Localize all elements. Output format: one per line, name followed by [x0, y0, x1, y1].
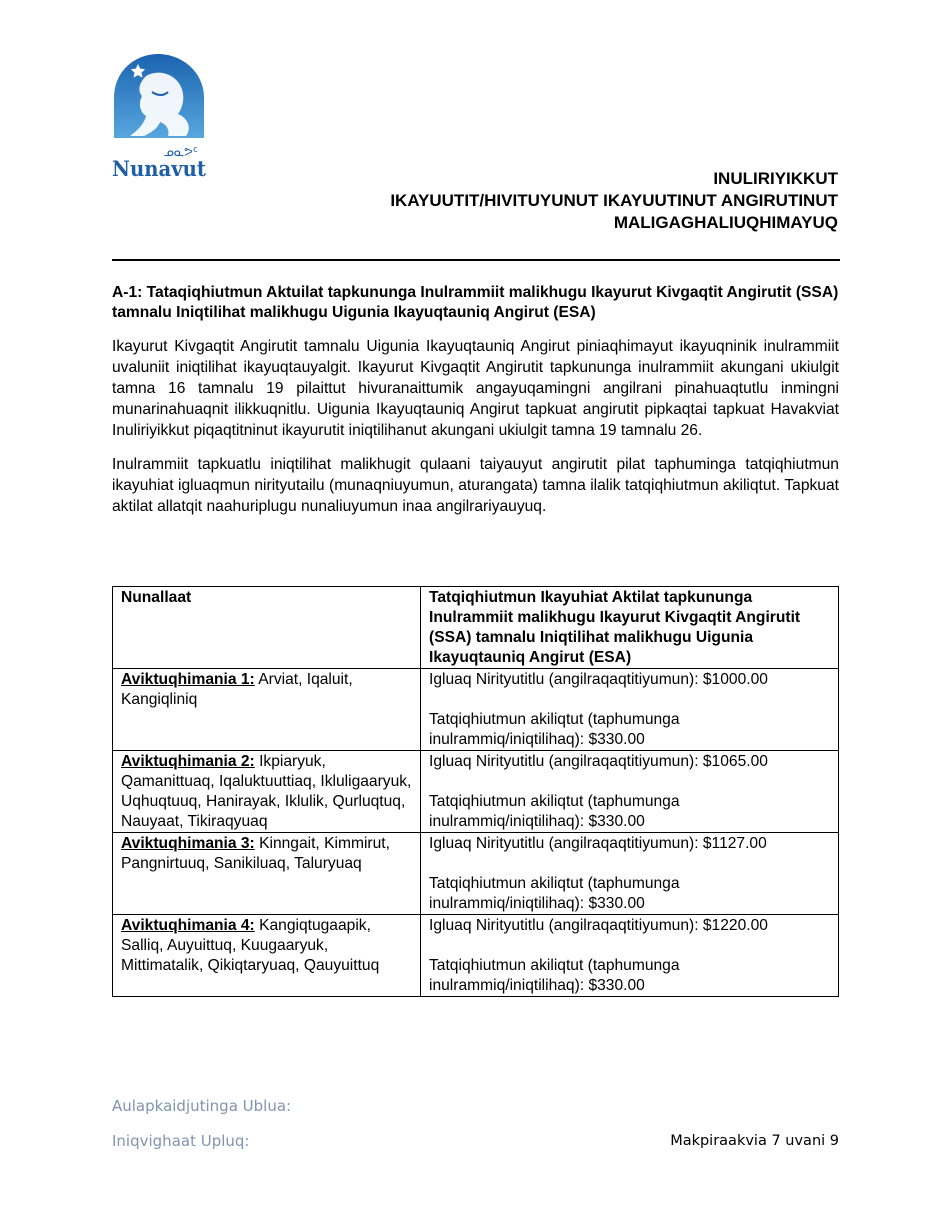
- nunavut-logo: [108, 52, 210, 180]
- region-communities: Ikpiaryuk, Qamanittuaq, Iqaluktuuttiaq, Ikluligaaryuk, Uqhuqtuuq, Hanirayak, Iklulik, Qurluqtuq, Nauyaat, Tikiraqyuaq: [121, 753, 412, 830]
- header-line-2: IKAYUUTIT/HIVITUYUNUT IKAYUUTINUT ANGIRUTINUT: [390, 191, 838, 210]
- section-a1: [112, 283, 839, 530]
- section-title: A-1: Tataqiqhiutmun Aktuilat tapkununga Inulrammiit malikhugu Ikayurut Kivgaqtit Angirutit (SSA) tamnalu Iniqtilihat malikhugu Uigunia Ikayuqtauniq Angirut (ESA): [112, 284, 839, 321]
- revised-date-label: Iniqvighaat Upluq:: [112, 1132, 250, 1150]
- logo-wordmark: Nunavut: [112, 156, 207, 180]
- footer-dates: [112, 1096, 291, 1166]
- rent-rate: Igluaq Nirityutitlu (angilraqaqtitiyumun): $1065.00: [429, 753, 768, 770]
- rates-table: [112, 586, 839, 997]
- header-divider: [112, 259, 840, 261]
- region-name: Aviktuqhimania 2:: [121, 753, 255, 770]
- paragraph-2: Inulrammiit tapkuatlu iniqtilihat malikhugit qulaani taiyauyut angirutit pilat taphuminga tatqiqhiutmun ikayuhiat igluaqmun nirityutailu (munaqniuyumun, aturangata) tamna ilalik tatqiqhiutmun akiliqtut. Tapkuat aktilat allatqit naahuriplugu nunaliuyumun inaa angilrariyauyuq.: [112, 456, 839, 515]
- allowance-rate: Tatqiqhiutmun akiliqtut (taphumunga inulrammiq/iniqtilihaq): $330.00: [429, 793, 680, 830]
- region-communities: Arviat, Iqaluit, Kangiqliniq: [121, 671, 353, 708]
- table-header-row: [113, 587, 839, 669]
- region-name: Aviktuqhimania 3:: [121, 835, 255, 852]
- approved-date-label: Aulapkaidjutinga Ublua:: [112, 1097, 292, 1115]
- rent-rate: Igluaq Nirityutitlu (angilraqaqtitiyumun): $1000.00: [429, 671, 768, 688]
- allowance-rate: Tatqiqhiutmun akiliqtut (taphumunga inulrammiq/iniqtilihaq): $330.00: [429, 711, 680, 748]
- rate-cell: [421, 833, 839, 915]
- header-line-1: INULIRIYIKKUT: [713, 169, 838, 188]
- table-row: [113, 915, 839, 997]
- table-row: [113, 669, 839, 751]
- table-row: [113, 833, 839, 915]
- region-name: Aviktuqhimania 4:: [121, 917, 255, 934]
- page-number: Makpiraakvia 7 uvani 9: [670, 1133, 839, 1149]
- rent-rate: Igluaq Nirityutitlu (angilraqaqtitiyumun): $1220.00: [429, 917, 768, 934]
- rate-cell: [421, 669, 839, 751]
- rate-cell: [421, 751, 839, 833]
- region-cell: [113, 751, 421, 833]
- document-header: [390, 168, 838, 234]
- region-cell: [113, 833, 421, 915]
- header-line-3: MALIGAGHALIUQHIMAYUQ: [613, 213, 838, 232]
- allowance-rate: Tatqiqhiutmun akiliqtut (taphumunga inulrammiq/iniqtilihaq): $330.00: [429, 957, 680, 994]
- region-cell: [113, 669, 421, 751]
- table-row: [113, 751, 839, 833]
- allowance-rate: Tatqiqhiutmun akiliqtut (taphumunga inulrammiq/iniqtilihaq): $330.00: [429, 875, 680, 912]
- header-rates: Tatqiqhiutmun Ikayuhiat Aktilat tapkununga Inulrammiit malikhugu Ikayurut Kivgaqtit Angirutit (SSA) tamnalu Iniqtilihat malikhugu Uigunia Ikayuqtauniq Angirut (ESA): [421, 587, 839, 669]
- region-communities: Kinngait, Kimmirut, Pangnirtuuq, Sanikiluaq, Taluryuaq: [121, 835, 390, 872]
- region-communities: Kangiqtugaapik, Salliq, Auyuittuq, Kuugaaryuk, Mittimatalik, Qikiqtaryuaq, Qauyuittuq: [121, 917, 380, 974]
- paragraph-1: Ikayurut Kivgaqtit Angirutit tamnalu Uigunia Ikayuqtauniq Angirut piniaqhimayut ikayuqninik inulrammiit uvaluniit iniqtilihat ikayuqtauyalgit. Ikayurut Kivgaqtit Angirutit tapkununga inulrammiit akungani ukiulgit tamna 16 tamnalu 19 pilaittut hivuranaittumik angayuqamingni angilrani pinahuaqtutlu inmingni munarinahuaqnit ilikkuqnitlu. Uigunia Ikayuqtauniq Angirut tapkuat angirutit pipkaqtai tapkuat Havakviat Inuliriyikkut piqaqtitninut ikayurutit iniqtilihanut akungani ukiulgit tamna 19 tamnalu 26.: [112, 338, 839, 439]
- rent-rate: Igluaq Nirityutitlu (angilraqaqtitiyumun): $1127.00: [429, 835, 767, 852]
- header-communities: Nunallaat: [113, 587, 421, 669]
- rate-cell: [421, 915, 839, 997]
- logo-syllabics: ᓄᓇᕗᑦ: [163, 145, 198, 159]
- region-name: Aviktuqhimania 1:: [121, 671, 255, 688]
- region-cell: [113, 915, 421, 997]
